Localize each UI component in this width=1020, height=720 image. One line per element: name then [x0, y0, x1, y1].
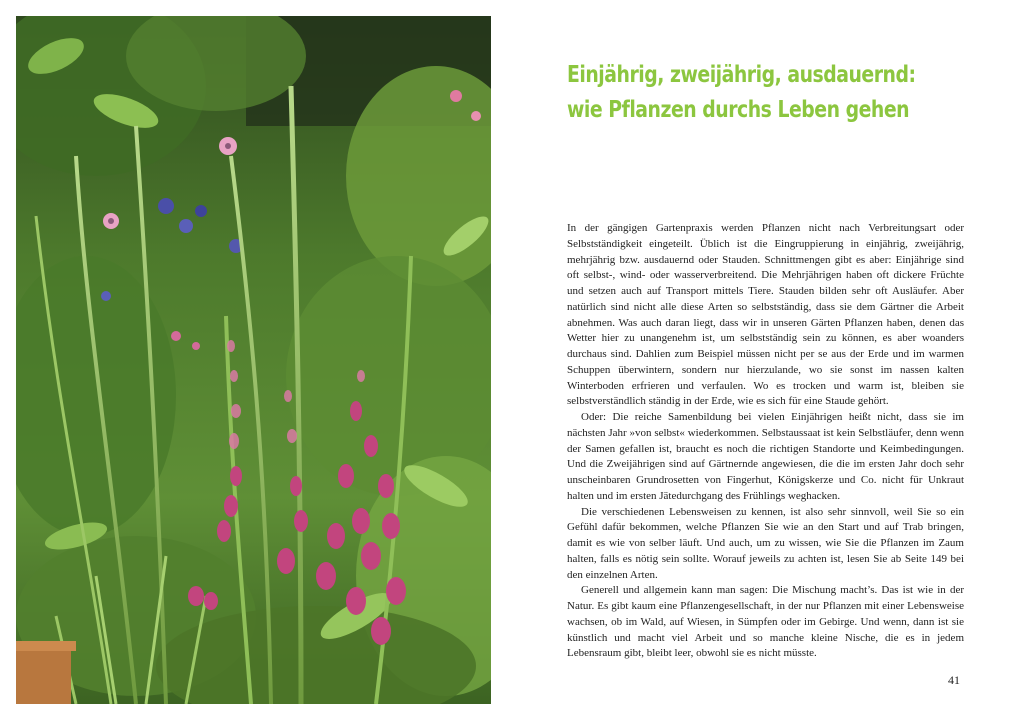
paragraph: Die verschiedenen Lebensweisen zu kennen, ist also sehr sinnvoll, weil Sie so ein Gefühl dafür bekommen, welche Pflanzen Sie wie an den Start und auf Trab bringen, damit es wie von selber läuft. Und auch, um zu wissen, wie Sie die Pflanzen im Zaum halten, falls es nötig sein sollte. Worauf jeweils zu achten ist, lesen Sie ab Seite 149 bei den einzelnen Arten.	[567, 505, 964, 581]
garden-photo	[16, 16, 491, 704]
chapter-title-line-1: Einjährig, zweijährig, ausdauernd:	[567, 62, 916, 88]
chapter-title	[567, 58, 916, 128]
body-text	[567, 221, 964, 662]
foxglove-garden-illustration	[16, 16, 491, 704]
paragraph: Oder: Die reiche Samenbildung bei vielen Einjährigen heißt nicht, dass sie im nächsten Jahr »von selbst« wiederkommen. Selbstaussaat ist kein Selbstläufer, denn wenn der Samen gefallen ist, braucht es noch die richtigen Standorte und Keimbedingungen. Und die Zweijährigen sind auf Gärtnernde angewiesen, die die im ersten Jahr doch sehr unscheinbaren Grundrosetten von Fingerhut, Königskerze und Co. nicht für Unkraut halten und im ersten Jätedurchgang des Frühlings weghacken.	[567, 411, 964, 502]
page-number: 41	[948, 673, 960, 687]
paragraph: In der gängigen Gartenpraxis werden Pflanzen nicht nach Verbreitungsart oder Selbstständigkeit eingeteilt. Üblich ist die Eingruppierung in einjährig, zweijährig, mehrjährig bzw. ausdauernd oder Stauden. Schnittmengen gibt es aber: Einjährige sind oft selbst-, wind- oder wasserverbreitend. Die Mehrjährigen haben oft dickere Früchte und setzen auch auf Transport mittels Tiere. Stauden bilden sehr oft Ausläufer. Aber natürlich sind nicht alle diese Arten so selbstständig, dass sie dem Gärtner die Arbeit abnehmen. Was auch daran liegt, dass wir in unseren Gärten Pflanzen haben, denen das Wetter hier zu unangenehm ist, um selbstständig sein zu können, es aber woanders durchaus sind. Dahlien zum Beispiel müssen nicht per se aus der Erde und im warmen Schuppen überwintern, sondern nur hierzulande, wo sie sonst im nassen kalten Winterboden erfrieren und verfaulen. Wo es trocken und warm ist, bleiben sie selbstverständlich ständig in der Erde, wie es sich für eine Staude gehört.	[567, 222, 964, 408]
paragraph: Generell und allgemein kann man sagen: Die Mischung macht’s. Das ist wie in der Natur. Es gibt kaum eine Pflanzengesellschaft, in der nur Pflanzen mit einer Lebensweise wachsen, ob im Wald, auf Wiesen, in Sümpfen oder im Gebirge. Und wenn, dann ist sie künstlich und macht viel Arbeit und so manche kleine Nische, die es in jedem Lebensraum gibt, bleibt leer, obwohl sie es nicht müsste.	[567, 584, 964, 660]
chapter-title-line-2: wie Pflanzen durchs Leben gehen	[567, 97, 910, 123]
